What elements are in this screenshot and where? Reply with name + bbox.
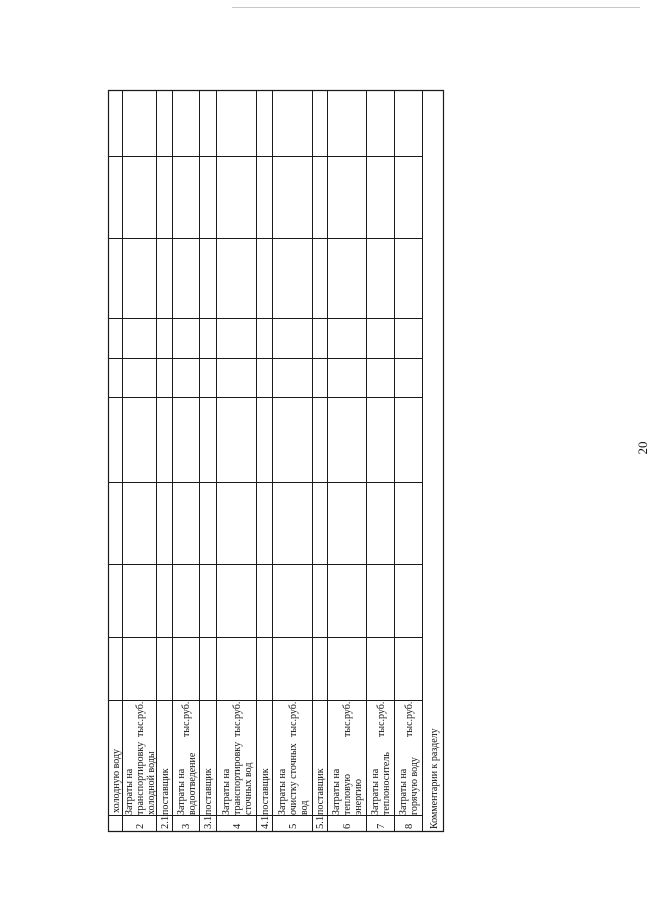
row-name: Затраты на водоотведение [175, 752, 198, 815]
row-name: Затраты на тепловую энергию [331, 768, 364, 815]
row-name: Затраты на транспортировку холодной воды [123, 741, 157, 815]
row-name: Затраты на очистку сточных вод [276, 743, 310, 815]
row-number: 5.1 [315, 815, 326, 829]
row-name: Затраты на теплоноситель [370, 752, 392, 815]
row-unit: тыс.руб. [134, 701, 146, 737]
row-number: 2.1 [159, 815, 171, 829]
row-name: поставщик [203, 768, 214, 815]
row-name: поставщик [315, 768, 326, 815]
row-unit: тыс.руб. [181, 701, 192, 737]
row-unit: тыс.руб. [231, 701, 243, 737]
row-name: Затраты на горячую воду [398, 757, 420, 815]
table-grid-lines [108, 90, 444, 832]
row-number: 3.1 [203, 815, 214, 829]
row-number: 4.1 [259, 815, 271, 829]
row-number: 7 [375, 823, 387, 829]
row-number: 5 [287, 823, 299, 829]
row-number: 6 [342, 823, 353, 829]
row-number: 3 [181, 823, 192, 829]
row-name: поставщик [159, 768, 171, 815]
row-unit: тыс.руб. [342, 701, 353, 737]
top-edge-rule [232, 7, 640, 8]
cost-table [108, 90, 444, 832]
row-number: 2 [134, 823, 146, 829]
row-number: 4 [231, 823, 243, 829]
comments-label: Комментарии к разделу [428, 728, 440, 829]
page-number-text: 20 [635, 441, 650, 455]
row-unit: тыс.руб. [287, 701, 299, 737]
row-unit: тыс.руб. [403, 701, 415, 737]
row-name: Затраты на транспортировку сточных вод [220, 741, 254, 815]
row-number: 8 [403, 823, 415, 829]
row-name: поставщик [259, 768, 271, 815]
row-name: холодную воду [110, 748, 122, 813]
row-unit: тыс.руб. [375, 701, 387, 737]
